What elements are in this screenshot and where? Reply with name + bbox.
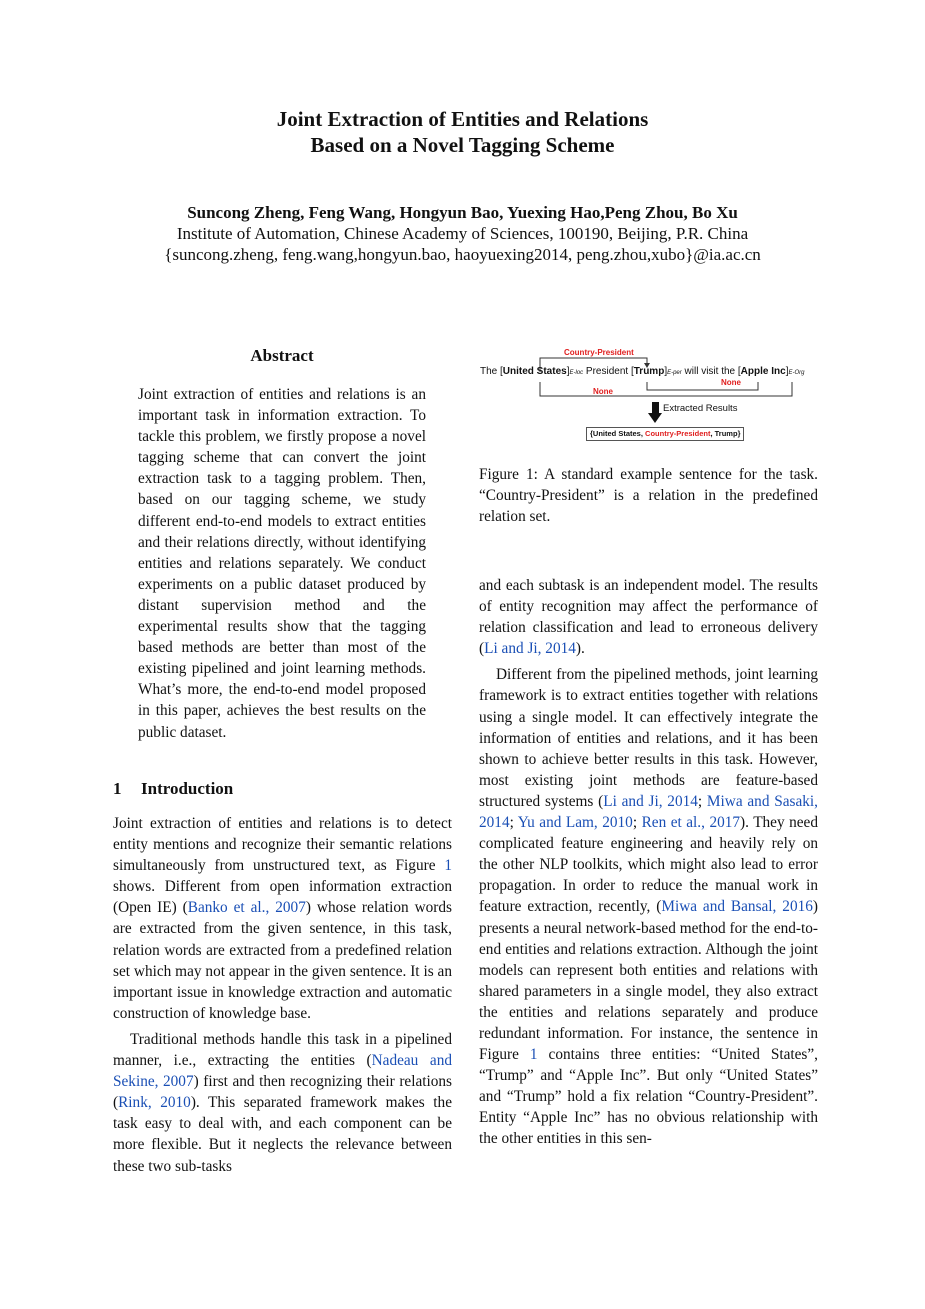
text-run: Different from the pipelined methods, joint learning framework is to extract entities together with relations using a single model. It can effectively integrate the information of entities and relations, and it has been shown to achieve better results in this task. However, most existing joint methods are feature-based structured systems ( <box>479 666 818 810</box>
relation-label: Country-President <box>564 348 634 357</box>
text-run: ) first and then recognizing their relations ( <box>113 1073 452 1112</box>
abstract-body <box>138 384 426 743</box>
extracted-results-label: Extracted Results <box>663 403 738 414</box>
affiliation: Institute of Automation, Chinese Academy of Sciences, 100190, Beijing, P.R. China <box>176 224 749 243</box>
text-run: ; <box>697 792 707 810</box>
result-entity-1: United States <box>592 429 641 438</box>
abstract-heading: Abstract <box>250 346 314 365</box>
figure-1 <box>470 344 840 444</box>
author-block <box>0 202 925 265</box>
tag-label: E-loc <box>569 370 584 376</box>
abstract-text: Joint extraction of entities and relations is an important task in information extraction. To tackle this problem, we firstly propose a novel tagging scheme that can convert the joint extraction task to a tagging problem. Then, based on our tagging scheme, we study different end-to-end models to extract entities and their relations directly, without identifying entities and relations separately. We conduct experiments on a public dataset produced by distant supervision method and the experimental results show that the tagging based methods are better than most of the existing pipelined and joint learning methods. What’s more, the end-to-end model proposed in this paper, achieves the best results on the public dataset. <box>138 386 426 741</box>
citation-link[interactable]: Nadeau and Sekine, 2007 <box>113 1052 452 1091</box>
extracted-triplet: {United States, Country-President, Trump} <box>586 427 744 441</box>
intro-right-column <box>479 575 818 1150</box>
citation-link[interactable]: Miwa and Sasaki, 2014 <box>479 792 819 832</box>
author-names: Suncong Zheng, Feng Wang, Hongyun Bao, Yuexing Hao,Peng Zhou, Bo Xu <box>187 203 738 222</box>
entity-apple-inc: Apple Inc <box>740 366 786 377</box>
text-run: ). <box>575 640 585 658</box>
text-run: shows. Different from open information extraction (Open IE) ( <box>113 878 452 917</box>
text-run: ; <box>632 814 642 832</box>
paper-title <box>0 106 925 158</box>
emails: {suncong.zheng, feng.wang,hongyun.bao, haoyuexing2014, peng.zhou,xubo}@ia.ac.cn <box>164 245 761 264</box>
tag-label: E-per <box>667 370 682 376</box>
citation-link[interactable]: Rink, 2010 <box>118 1094 191 1112</box>
figure-1-caption: Figure 1: A standard example sentence for the task. “Country-President” is a relation in the predefined relation set. <box>479 466 818 526</box>
citation-link[interactable]: Li and Ji, 2014 <box>484 640 576 658</box>
text-run: The [ <box>480 366 503 377</box>
intro-left-column <box>113 813 452 1177</box>
none-label-left: None <box>593 387 613 396</box>
text-run: contains three entities: “United States”, “Trump” and “Apple Inc”. But only “United States” and “Trump” hold a fix relation “Country-President”. Entity “Apple Inc” has no obvious relationship with the other entities in this sen- <box>479 1046 818 1148</box>
text-run: Traditional methods handle this task in a pipelined manner, i.e., extracting the entities ( <box>113 1030 452 1070</box>
text-run: ) presents a neural network-based method for the end-to-end entities and relations extraction. Although the joint models can represent both entities and relations with shared parameters in a single model, they also extract the entities and relations separately and produce redundant information. For instance, the sentence in Figure <box>479 898 818 1064</box>
text-run: and each subtask is an independent model. The results of entity recognition may affect the performance of relation classification and lead to erroneous delivery ( <box>479 577 818 658</box>
text-run: Joint extraction of entities and relations is to detect entity mentions and recognize their semantic relations simultaneously from unstructured text, as Figure <box>113 815 452 875</box>
title-line-2: Based on a Novel Tagging Scheme <box>310 133 615 157</box>
citation-link[interactable]: Li and Ji, 2014 <box>603 792 698 810</box>
entity-trump: Trump <box>633 366 665 377</box>
text-run: ; <box>509 814 518 832</box>
figure-ref-link[interactable]: 1 <box>529 1046 538 1064</box>
text-run: will visit the [ <box>681 366 741 377</box>
entity-united-states: United States <box>502 366 567 377</box>
tag-label: E-Org <box>788 370 805 376</box>
figure-sentence: The [United States]E-loc President [Trump]E-per will visit the [Apple Inc]E-Org <box>480 366 805 377</box>
text-run: ). They need complicated feature engineering and heavily rely on the other NLP toolkits, which might also lead to error propagation. In order to reduce the manual work in feature extraction, recently, ( <box>479 814 818 916</box>
section-heading-introduction <box>113 779 233 799</box>
citation-link[interactable]: Miwa and Bansal, 2016 <box>661 898 813 916</box>
right-paragraph-2 <box>479 664 818 1149</box>
result-relation: Country-President <box>645 429 711 438</box>
none-label-right: None <box>721 378 741 387</box>
citation-link[interactable]: Banko et al., 2007 <box>187 899 306 917</box>
right-paragraph-1 <box>479 575 818 659</box>
result-entity-2: Trump <box>714 429 738 438</box>
title-line-1: Joint Extraction of Entities and Relations <box>276 107 649 131</box>
text-run: President [ <box>583 366 634 377</box>
section-title: Introduction <box>141 779 234 798</box>
section-number: 1 <box>113 779 122 798</box>
citation-link[interactable]: Yu and Lam, 2010 <box>517 814 633 832</box>
intro-paragraph-1 <box>113 813 452 1024</box>
intro-paragraph-2 <box>113 1029 452 1177</box>
figure-ref-link[interactable]: 1 <box>444 857 452 875</box>
text-run: ). This separated framework makes the task easy to deal with, and each component can be more flexible. But it neglects the relevance between these two sub-tasks <box>113 1094 452 1175</box>
citation-link[interactable]: Ren et al., 2017 <box>641 814 741 832</box>
text-run: ) whose relation words are extracted from the given sentence, in this task, relation words are extracted from a predefined relation set which may not appear in the given sentence. It is an important issue in knowledge extraction and automatic construction of knowledge base. <box>113 899 452 1022</box>
